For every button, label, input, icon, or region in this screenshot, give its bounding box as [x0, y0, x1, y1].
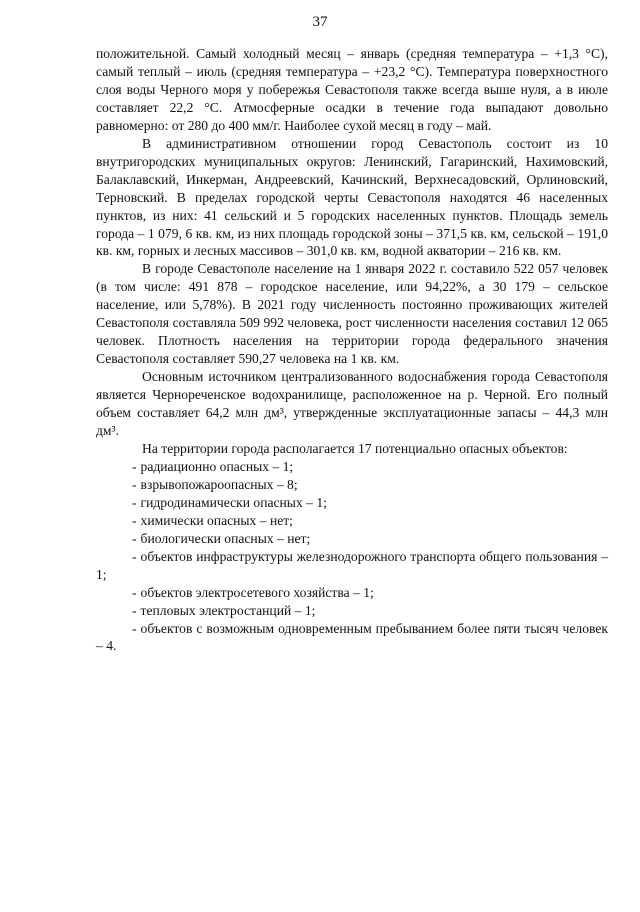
- list-item-text: взрывопожароопасных – 8;: [140, 476, 298, 492]
- list-dash: -: [132, 584, 137, 600]
- list-dash: -: [132, 458, 137, 474]
- list-item: [96, 548, 608, 584]
- list-item: [96, 458, 608, 476]
- list-dash: -: [132, 548, 137, 564]
- list-item-text: объектов электросетевого хозяйства – 1;: [140, 584, 374, 600]
- list-item: [96, 620, 608, 656]
- list-item-text: тепловых электростанций – 1;: [140, 602, 316, 618]
- list-dash: -: [132, 494, 137, 510]
- list-item-text: объектов с возможным одновременным пребыванием более пяти тысяч человек – 4.: [96, 620, 608, 654]
- paragraph-water-supply: Основным источником централизованного водоснабжения города Севастополя является Чернореченское водохранилище, расположенное на р. Черной. Его полный объем составляет 64,2 млн дм³, утвержденные эксплуатационные запасы – 44,3 млн дм³.: [96, 369, 608, 439]
- page-number: 37: [312, 14, 328, 30]
- list-dash: -: [132, 530, 137, 546]
- list-dash: -: [132, 602, 137, 618]
- list-dash: -: [132, 476, 137, 492]
- document-body: [96, 45, 608, 655]
- list-item: [96, 584, 608, 602]
- paragraph-population: В городе Севастополе население на 1 января 2022 г. составило 522 057 человек (в том числе: 491 878 – городское население, или 94,22%, а 30 179 – сельское население, или 5,78%). В 2021 году численность постоянно проживающих жителей Севастополя составляла 509 992 человека, рост численности населения составил 12 065 человек. Плотность населения на территории города федерального значения Севастополя составляет 590,27 человека на 1 кв. км.: [96, 261, 608, 367]
- paragraph-climate: положительной. Самый холодный месяц – январь (средняя температура – +1,3 °С), самый теплый – июль (средняя температура – +23,2 °С). Температура поверхностного слоя воды Черного моря у побережья Севастополя также всегда выше нуля, а в июле составляет 22,2 °С. Атмосферные осадки в течение года выпадают довольно равномерно: от 280 до 400 мм/г. Наиболее сухой месяц в году – май.: [96, 46, 608, 133]
- list-item-text: объектов инфраструктуры железнодорожного транспорта общего пользования – 1;: [96, 548, 608, 582]
- list-item: [96, 602, 608, 620]
- hazardous-objects-list: [96, 458, 608, 655]
- list-item: [96, 512, 608, 530]
- list-item: [96, 494, 608, 512]
- list-item-text: биологически опасных – нет;: [140, 530, 311, 546]
- list-item: [96, 476, 608, 494]
- list-item-text: химически опасных – нет;: [140, 512, 293, 528]
- list-dash: -: [132, 512, 137, 528]
- list-dash: -: [132, 620, 137, 636]
- paragraph-hazardous-objects: На территории города располагается 17 потенциально опасных объектов:: [142, 440, 568, 456]
- list-item-text: гидродинамически опасных – 1;: [140, 494, 327, 510]
- list-item-text: радиационно опасных – 1;: [140, 458, 294, 474]
- list-item: [96, 530, 608, 548]
- paragraph-administrative: В административном отношении город Севастополь состоит из 10 внутригородских муниципальных округов: Ленинский, Гагаринский, Нахимовский, Балаклавский, Инкерман, Андреевский, Качинский, Верхнесадовский, Орлиновский, Терновский. В пределах городской черты Севастополя находятся 46 населенных пунктов, из них: 41 сельский и 5 городских населенных пунктов. Площадь земель города – 1 079, 6 кв. км, из них площадь городской зоны – 371,5 кв. км, сельской – 191,0 кв. км, горных и лесных массивов – 301,0 кв. км, водной акватории – 216 кв. км.: [96, 135, 608, 259]
